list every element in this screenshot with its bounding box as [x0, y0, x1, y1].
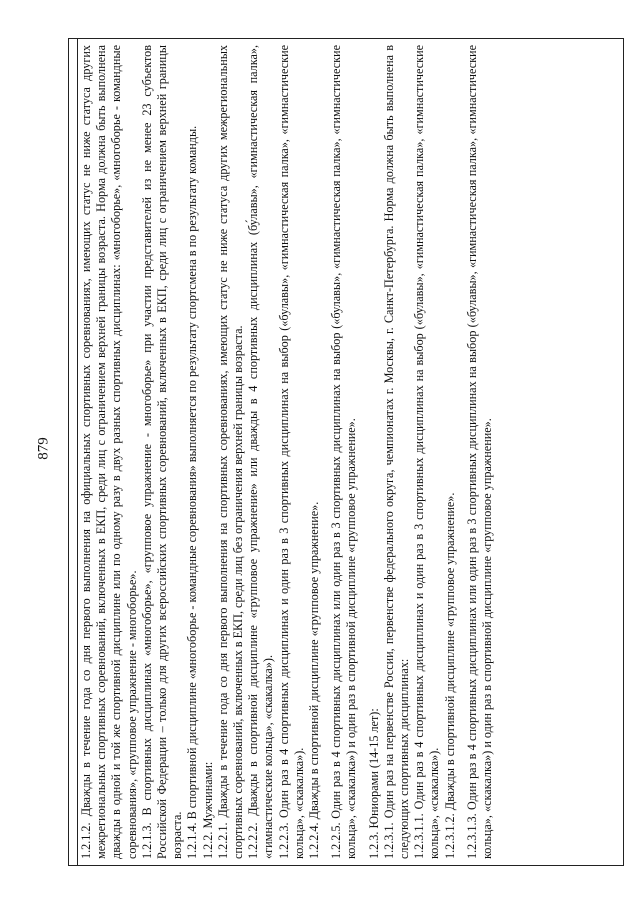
- paragraph-1-2-2-2: 1.2.2.2. Дважды в спортивной дисциплине «групповое упражнение» или дважды в 4 спортивных дисциплинах (бу́лавы», «гимнастическая палка», «гимнастические кольца», «скакалка»).: [246, 45, 276, 859]
- paragraph-1-2-3-1-1: 1.2.3.1.1. Один раз в 4 спортивных дисциплинах и один раз в 3 спортивных дисциплинах на выбор («булавы», «гимнастическая палка», «гимнастические кольца», «скакалка»).: [412, 45, 442, 859]
- paragraph-1-2-1-3: 1.2.1.3. В спортивных дисциплинах «многоборье», «групповое упражнение - многоборье» при участии представителей из не менее 23 субъектов Российской Федерации – только для других всероссийских спортивных соревнований, включенных в ЕКП, среди лиц с ограничением верхней границы возраста.: [139, 45, 185, 859]
- paragraph-1-2-3-1-3: 1.2.3.1.3. Один раз в 4 спортивных дисциплинах или один раз в 3 спортивных дисциплинах на выбор («булавы», «гимнастическая палка», «гимнастические кольца», «скакалка») и один раз в спортивной дисциплине «групповое упражнение».: [464, 45, 495, 859]
- paragraph-1-2-1-2: 1.2.1.2. Дважды в течение года со дня первого выполнения на официальных спортивных соревнованиях, имеющих статус не ниже статуса других межрегиональных спортивных соревнований, включенных в ЕКП, среди лиц с ограничением верхней границы возраста. Норма должна быть выполнена дважды в одной и той же спортивной дисциплине или по одному разу в двух разных спортивных дисциплинах: «многоборье», «многоборье - командные соревнования», «групповое упражнение - многоборье».: [79, 45, 139, 859]
- rotated-content: [68, 38, 624, 866]
- paragraph-1-2-3-1: 1.2.3.1. Один раз на первенстве России, первенстве федерального округа, чемпионатах г. Москвы, г. Санкт-Петербурга. Норма должна быть выполнена в следующих спортивных дисциплинах:: [381, 45, 412, 859]
- paragraph-1-2-1-4: 1.2.1.4. В спортивной дисциплине «многоборье - командные соревнования» выполняется по результату спортсмена в по результату команды.: [185, 125, 200, 859]
- paragraph-1-2-2-3: 1.2.2.3. Один раз в 4 спортивных дисциплинах и один раз в 3 спортивных дисциплинах на выбор («булавы», «гимнастическая палка», «гимнастические кольца», «скакалка»).: [276, 45, 306, 859]
- paragraph-1-2-2-5: 1.2.2.5. Один раз в 4 спортивных дисциплинах или один раз в 3 спортивных дисциплинах на выбор («булавы», «гимнастическая палка», «гимнастические кольца», «скакалка») и один раз в спортивной дисциплине «групповое упражнение».: [329, 45, 359, 859]
- paragraph-1-2-2: 1.2.2. Мужчинами:: [200, 761, 215, 859]
- table-cell: [79, 45, 619, 859]
- page-number: 879: [35, 437, 52, 460]
- paragraph-1-2-3-1-2: 1.2.3.1.2. Дважды в спортивной дисциплине «групповое упражнение».: [442, 492, 457, 859]
- paragraph-1-2-3: 1.2.3. Юниорами (14-15 лет):: [366, 708, 381, 859]
- paragraph-1-2-2-1: 1.2.2.1. Дважды в течение года со дня первого выполнения на спортивных соревнованиях, имеющих статус не ниже статуса других межрегиональных спортивных соревнований, включенных в ЕКП, среди лиц без ограничения верхней границы возраста.: [215, 45, 246, 859]
- paragraph-1-2-2-4: 1.2.2.4. Дважды в спортивной дисциплине «групповое упражнение».: [307, 501, 322, 859]
- document-table: [68, 38, 624, 866]
- header-rule: [77, 39, 78, 865]
